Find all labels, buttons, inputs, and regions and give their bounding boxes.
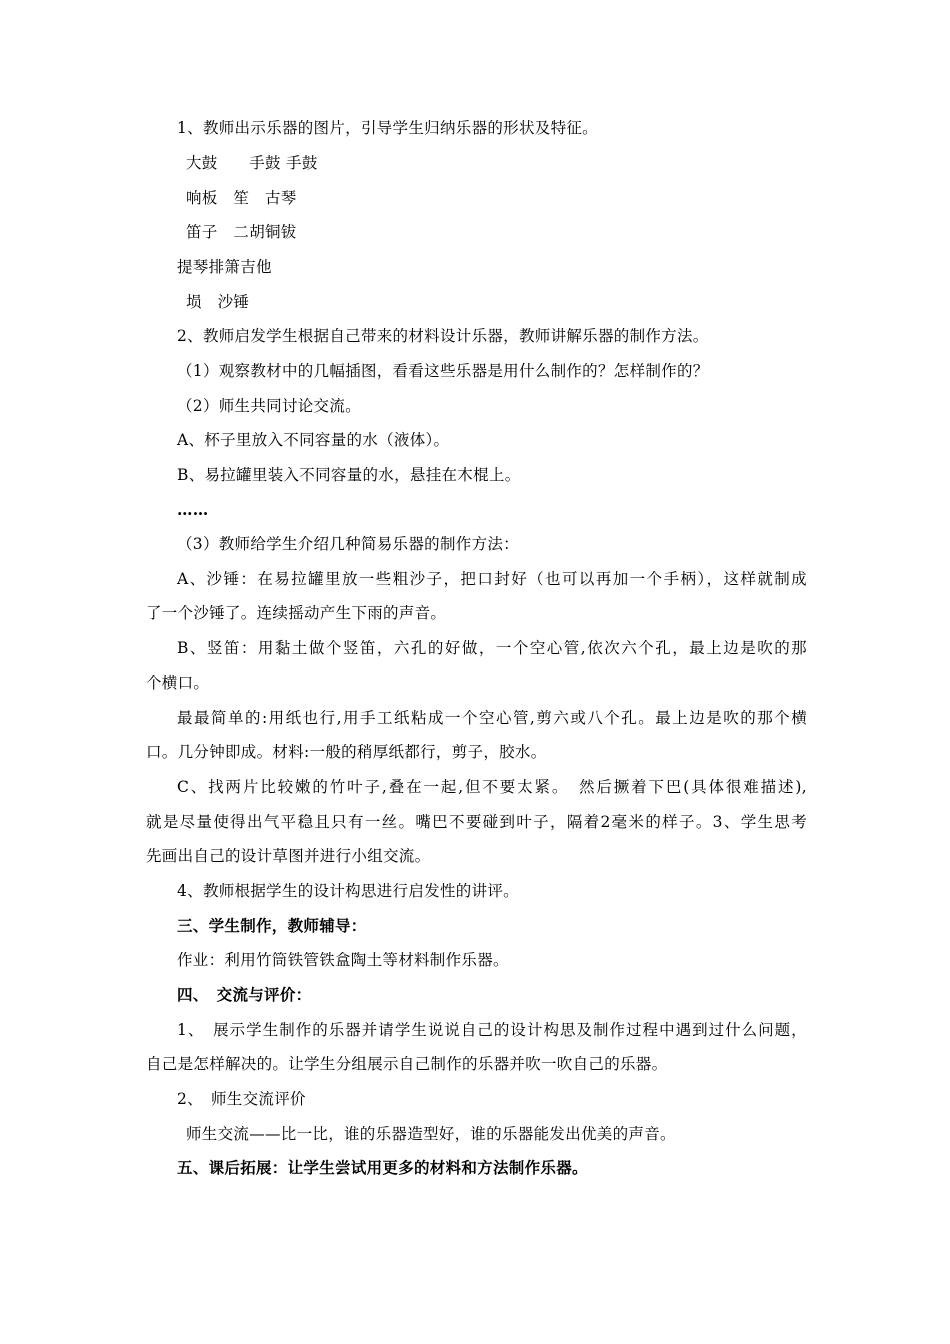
exchange-item-1: 1、 展示学生制作的乐器并请学生说说自己的设计构思及制作过程中遇到过什么问题， (177, 1021, 807, 1039)
sub-step-3-methods-intro: （3）教师给学生介绍几种简易乐器的制作方法： (177, 535, 519, 553)
instrument-list-line-4: 提琴排箫吉他 (177, 258, 272, 276)
method-a-sand-hammer-cont: 了一个沙锤了。连续摇动产生下雨的声音。 (146, 604, 447, 622)
section-4-heading: 四、 交流与评价： (177, 985, 312, 1004)
step-3-cont: 先画出自己的设计草图并进行小组交流。 (146, 847, 431, 865)
step-2-design-instruments: 2、教师启发学生根据自己带来的材料设计乐器，教师讲解乐器的制作方法。 (177, 327, 709, 345)
instrument-list-line-2: 响板 笙 古琴 (186, 189, 297, 207)
step-1-show-instrument-pictures: 1、教师出示乐器的图片，引导学生归纳乐器的形状及特征。 (177, 119, 598, 137)
discussion-item-a: A、杯子里放入不同容量的水（液体）。 (177, 431, 450, 449)
section-3-heading: 三、学生制作，教师辅导： (177, 916, 367, 935)
instrument-list-line-5: 埙 沙锤 (186, 293, 250, 311)
instrument-list-line-1: 大鼓 手鼓 手鼓 (186, 154, 318, 172)
exchange-item-1-cont: 自己是怎样解决的。让学生分组展示自己制作的乐器并吹一吹自己的乐器。 (146, 1055, 668, 1073)
ellipsis: …… (177, 500, 209, 519)
sub-step-2-discussion: （2）师生共同讨论交流。 (177, 397, 361, 415)
simplest-method-cont: 口。几分钟即成。材料:一般的稍厚纸都行，剪子，胶水。 (146, 743, 547, 761)
instrument-list-line-3: 笛子 二胡铜钹 (186, 223, 297, 241)
homework: 作业：利用竹筒铁管铁盒陶土等材料制作乐器。 (177, 951, 509, 969)
discussion-item-b: B、易拉罐里装入不同容量的水，悬挂在木棍上。 (177, 466, 521, 484)
method-b-recorder-cont: 个横口。 (146, 674, 210, 692)
method-c-bamboo-leaf: C、找两片比较嫩的竹叶子,叠在一起,但不要太紧。 然后撅着下巴(具体很难描述), (177, 778, 807, 796)
section-5-heading: 五、课后拓展：让学生尝试用更多的材料和方法制作乐器。 (177, 1158, 588, 1177)
method-c-bamboo-leaf-cont: 就是尽量使得出气平稳且只有一丝。嘴巴不要碰到叶子，隔着2毫米的样子。3、学生思考 (146, 813, 807, 831)
method-a-sand-hammer: A、沙锤：在易拉罐里放一些粗沙子，把口封好（也可以再加一个手柄），这样就制成 (177, 570, 807, 588)
exchange-item-2: 2、 师生交流评价 (177, 1090, 306, 1108)
step-4-teacher-review: 4、教师根据学生的设计构思进行启发性的讲评。 (177, 882, 519, 900)
method-b-recorder: B、竖笛：用黏土做个竖笛，六孔的好做，一个空心管,依次六个孔，最上边是吹的那 (177, 639, 807, 657)
sub-step-1-observe-illustrations: （1）观察教材中的几幅插图，看看这些乐器是用什么制作的？怎样制作的？ (177, 362, 709, 380)
exchange-item-2-detail: 师生交流——比一比，谁的乐器造型好，谁的乐器能发出优美的声音。 (186, 1125, 676, 1143)
simplest-method: 最最简单的:用纸也行,用手工纸粘成一个空心管,剪六或八个孔。最上边是吹的那个横 (177, 709, 807, 727)
